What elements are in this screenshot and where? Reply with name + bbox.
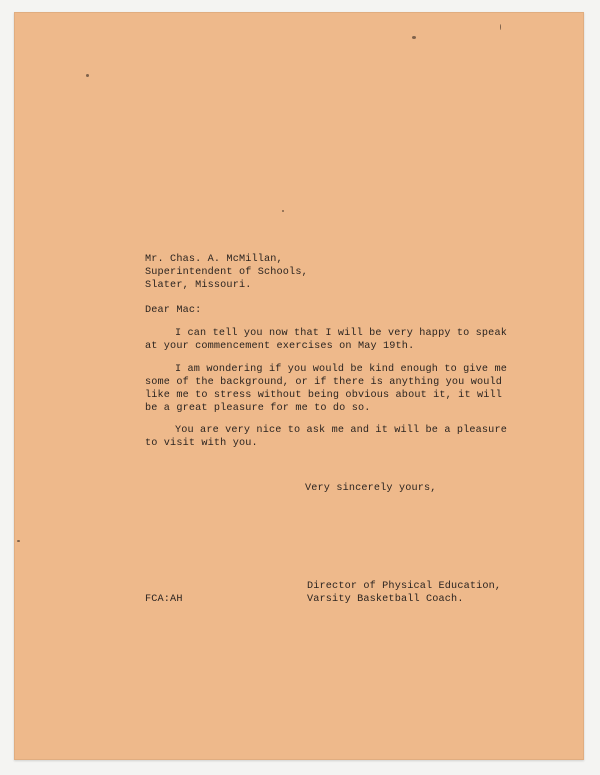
inside-address-line: Superintendent of Schools, (145, 267, 308, 278)
inside-address-line: Slater, Missouri. (145, 280, 252, 291)
salutation: Dear Mac: (145, 305, 202, 316)
body-paragraph: You are very nice to ask me and it will be a pleasure to visit with you. (145, 425, 507, 449)
inside-address-line: Mr. Chas. A. McMillan, (145, 254, 283, 265)
paper-speck (86, 74, 89, 77)
signature-title-line: Director of Physical Education, (307, 581, 502, 592)
paper-speck (282, 210, 284, 212)
complimentary-close: Very sincerely yours, (305, 483, 437, 494)
reference-initials: FCA:AH (145, 594, 183, 605)
signature-title-line: Varsity Basketball Coach. (307, 594, 464, 605)
paper-speck (17, 540, 20, 542)
paper-speck (500, 24, 501, 30)
body-paragraph: I am wondering if you would be kind enough to give me some of the background, or if there is anything you would like me to stress without being obvious about it, it will be a great pleasure for me to do so. (145, 364, 507, 414)
body-paragraph: I can tell you now that I will be very happy to speak at your commencement exercises on May 19th. (145, 328, 507, 352)
paper-speck (412, 36, 416, 39)
